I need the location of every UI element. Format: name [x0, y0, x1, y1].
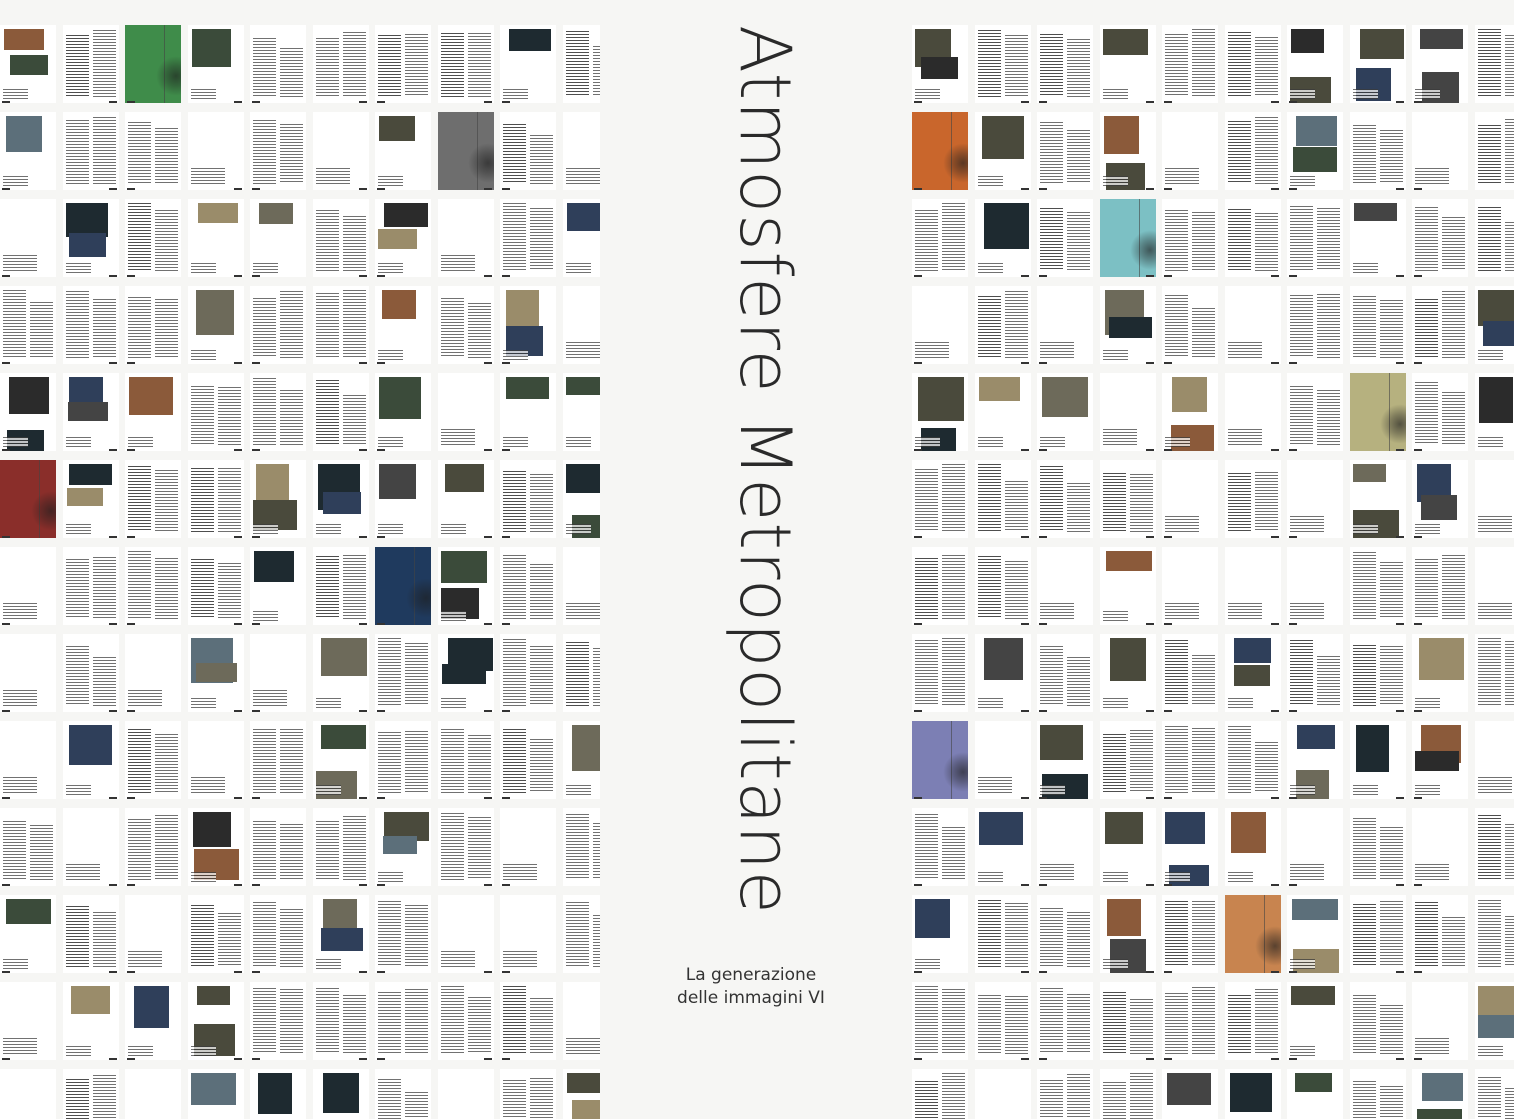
spread-page-thumbnail: [0, 112, 56, 190]
spread-page-thumbnail: [1225, 373, 1281, 451]
spread-page-thumbnail: [975, 808, 1031, 886]
spread-page-thumbnail: [1287, 199, 1343, 277]
spread-page-thumbnail: [500, 112, 556, 190]
spread-page-thumbnail: [63, 721, 119, 799]
spread-page-thumbnail: [500, 460, 556, 538]
spread-page-thumbnail: [1100, 982, 1156, 1060]
spread-page-thumbnail: [1475, 982, 1514, 1060]
spread-page-thumbnail: [563, 982, 601, 1060]
spread-page-thumbnail: [250, 982, 306, 1060]
spread-page-thumbnail: [912, 808, 968, 886]
spread-page-thumbnail: [1412, 1069, 1468, 1119]
spread-page-thumbnail: [1037, 982, 1093, 1060]
spread-page-thumbnail: [1412, 634, 1468, 712]
spread-page-thumbnail: [1100, 373, 1156, 451]
spread-page-thumbnail: [1287, 460, 1343, 538]
spread-page-thumbnail: [125, 721, 181, 799]
spread-page-thumbnail: [500, 721, 556, 799]
spread-page-thumbnail: [975, 373, 1031, 451]
spread-page-thumbnail: [563, 547, 601, 625]
spread-page-thumbnail: [563, 634, 601, 712]
spread-page-thumbnail: [1225, 460, 1281, 538]
spread-page-thumbnail: [1225, 547, 1281, 625]
spread-page-thumbnail: [1100, 25, 1156, 103]
spread-page-thumbnail: [1037, 895, 1093, 973]
spread-page-thumbnail: [0, 286, 56, 364]
spread-page-thumbnail: [1162, 547, 1218, 625]
spread-page-thumbnail: [438, 199, 494, 277]
spread-page-thumbnail: [1287, 1069, 1343, 1119]
spread-page-thumbnail: [250, 895, 306, 973]
spread-page-thumbnail: [250, 547, 306, 625]
spread-page-thumbnail: [1162, 895, 1218, 973]
spread-page-thumbnail: [912, 982, 968, 1060]
spread-page-thumbnail: [1475, 373, 1514, 451]
spread-page-thumbnail: [250, 25, 306, 103]
spread-page-thumbnail: [500, 547, 556, 625]
subtitle-line-1: La generazione: [685, 965, 817, 985]
spread-page-thumbnail: [313, 373, 369, 451]
spread-page-thumbnail: [375, 112, 431, 190]
spread-page-thumbnail: [563, 460, 601, 538]
spread-page-thumbnail: [563, 112, 601, 190]
spread-page-thumbnail: [188, 895, 244, 973]
spread-page-thumbnail: [1350, 721, 1406, 799]
spread-page-thumbnail: [375, 982, 431, 1060]
spread-page-thumbnail: [1162, 373, 1218, 451]
spread-page-thumbnail: [188, 286, 244, 364]
spread-page-thumbnail: [1162, 112, 1218, 190]
spread-page-thumbnail: [1350, 460, 1406, 538]
spread-page-thumbnail: [1162, 721, 1218, 799]
spread-page-thumbnail: [438, 112, 494, 190]
spread-page-thumbnail: [1412, 199, 1468, 277]
spread-page-thumbnail: [1162, 199, 1218, 277]
spread-page-thumbnail: [1350, 286, 1406, 364]
spread-page-thumbnail: [188, 982, 244, 1060]
spread-page-thumbnail: [1225, 286, 1281, 364]
spread-page-thumbnail: [1475, 199, 1514, 277]
spread-page-thumbnail: [500, 982, 556, 1060]
spread-page-thumbnail: [63, 199, 119, 277]
spread-page-thumbnail: [1350, 547, 1406, 625]
spread-page-thumbnail: [500, 808, 556, 886]
spread-page-thumbnail: [1350, 373, 1406, 451]
spread-page-thumbnail: [313, 634, 369, 712]
spread-page-thumbnail: [912, 634, 968, 712]
spread-page-thumbnail: [1350, 982, 1406, 1060]
spread-page-thumbnail: [1037, 808, 1093, 886]
spread-page-thumbnail: [563, 199, 601, 277]
spread-page-thumbnail: [375, 286, 431, 364]
spread-page-thumbnail: [63, 112, 119, 190]
spread-page-thumbnail: [1287, 895, 1343, 973]
spread-page-thumbnail: [0, 634, 56, 712]
spread-page-thumbnail: [1100, 634, 1156, 712]
spread-page-thumbnail: [313, 286, 369, 364]
spread-page-thumbnail: [1037, 373, 1093, 451]
cover-subtitle: [660, 964, 842, 1010]
spread-page-thumbnail: [1475, 460, 1514, 538]
spread-page-thumbnail: [0, 982, 56, 1060]
spread-page-thumbnail: [1412, 286, 1468, 364]
spread-page-thumbnail: [375, 634, 431, 712]
spread-page-thumbnail: [1100, 112, 1156, 190]
spread-page-thumbnail: [912, 199, 968, 277]
spread-page-thumbnail: [1162, 982, 1218, 1060]
spread-page-thumbnail: [1287, 547, 1343, 625]
spread-page-thumbnail: [125, 547, 181, 625]
spread-page-thumbnail: [912, 25, 968, 103]
spread-page-thumbnail: [1475, 895, 1514, 973]
spread-page-thumbnail: [500, 25, 556, 103]
spread-page-thumbnail: [975, 895, 1031, 973]
spread-page-thumbnail: [250, 460, 306, 538]
spread-page-thumbnail: [1162, 460, 1218, 538]
spread-page-thumbnail: [125, 1069, 181, 1119]
spread-page-thumbnail: [1287, 112, 1343, 190]
spread-page-thumbnail: [63, 460, 119, 538]
spread-page-thumbnail: [63, 895, 119, 973]
spread-page-thumbnail: [0, 808, 56, 886]
spread-page-thumbnail: [1350, 25, 1406, 103]
spread-page-thumbnail: [375, 721, 431, 799]
spread-page-thumbnail: [250, 373, 306, 451]
spread-page-thumbnail: [188, 721, 244, 799]
spread-page-thumbnail: [63, 808, 119, 886]
spread-page-thumbnail: [438, 460, 494, 538]
spread-page-thumbnail: [250, 112, 306, 190]
spread-page-thumbnail: [313, 199, 369, 277]
spread-page-thumbnail: [500, 634, 556, 712]
spread-page-thumbnail: [250, 634, 306, 712]
spread-page-thumbnail: [125, 199, 181, 277]
spread-page-thumbnail: [1287, 25, 1343, 103]
spread-page-thumbnail: [1162, 1069, 1218, 1119]
spread-page-thumbnail: [438, 982, 494, 1060]
spread-page-thumbnail: [1350, 634, 1406, 712]
spread-page-thumbnail: [1225, 25, 1281, 103]
spread-page-thumbnail: [1100, 721, 1156, 799]
spread-page-thumbnail: [975, 721, 1031, 799]
spread-page-thumbnail: [250, 721, 306, 799]
spread-page-thumbnail: [1287, 808, 1343, 886]
spread-page-thumbnail: [63, 286, 119, 364]
spread-page-thumbnail: [1287, 373, 1343, 451]
spread-page-thumbnail: [313, 721, 369, 799]
spread-page-thumbnail: [250, 1069, 306, 1119]
spread-page-thumbnail: [438, 25, 494, 103]
cover-title: Atmosfere Metropolitane: [724, 25, 806, 915]
spread-page-thumbnail: [0, 895, 56, 973]
right-spread-thumbnail-grid: [912, 25, 1514, 1119]
spread-page-thumbnail: [1475, 721, 1514, 799]
spread-page-thumbnail: [975, 199, 1031, 277]
spread-page-thumbnail: [975, 1069, 1031, 1119]
spread-page-thumbnail: [912, 1069, 968, 1119]
spread-page-thumbnail: [500, 1069, 556, 1119]
spread-page-thumbnail: [1225, 982, 1281, 1060]
spread-page-thumbnail: [1350, 895, 1406, 973]
spread-page-thumbnail: [1350, 808, 1406, 886]
spread-page-thumbnail: [125, 982, 181, 1060]
spread-page-thumbnail: [500, 286, 556, 364]
spread-page-thumbnail: [975, 25, 1031, 103]
spread-page-thumbnail: [1037, 199, 1093, 277]
spread-page-thumbnail: [1412, 25, 1468, 103]
spread-page-thumbnail: [1100, 286, 1156, 364]
spread-page-thumbnail: [1350, 1069, 1406, 1119]
spread-page-thumbnail: [500, 895, 556, 973]
spread-page-thumbnail: [1225, 112, 1281, 190]
spread-page-thumbnail: [500, 199, 556, 277]
spread-page-thumbnail: [1162, 634, 1218, 712]
spread-page-thumbnail: [1475, 634, 1514, 712]
spread-page-thumbnail: [1475, 1069, 1514, 1119]
spread-page-thumbnail: [1412, 895, 1468, 973]
spread-page-thumbnail: [975, 460, 1031, 538]
spread-page-thumbnail: [313, 1069, 369, 1119]
spread-page-thumbnail: [1475, 112, 1514, 190]
spread-page-thumbnail: [912, 721, 968, 799]
spread-page-thumbnail: [1037, 25, 1093, 103]
spread-page-thumbnail: [1475, 808, 1514, 886]
spread-page-thumbnail: [0, 721, 56, 799]
spread-page-thumbnail: [125, 808, 181, 886]
spread-page-thumbnail: [1225, 721, 1281, 799]
spread-page-thumbnail: [63, 982, 119, 1060]
spread-page-thumbnail: [188, 460, 244, 538]
spread-page-thumbnail: [1287, 982, 1343, 1060]
spread-page-thumbnail: [912, 112, 968, 190]
spread-page-thumbnail: [0, 199, 56, 277]
spread-page-thumbnail: [912, 895, 968, 973]
spread-page-thumbnail: [1037, 112, 1093, 190]
spread-page-thumbnail: [188, 112, 244, 190]
spread-page-thumbnail: [563, 808, 601, 886]
spread-page-thumbnail: [0, 1069, 56, 1119]
spread-page-thumbnail: [375, 460, 431, 538]
spread-page-thumbnail: [63, 547, 119, 625]
spread-page-thumbnail: [1287, 286, 1343, 364]
spread-page-thumbnail: [1225, 1069, 1281, 1119]
spread-page-thumbnail: [188, 373, 244, 451]
spread-page-thumbnail: [1037, 547, 1093, 625]
spread-page-thumbnail: [63, 634, 119, 712]
spread-page-thumbnail: [1225, 199, 1281, 277]
spread-page-thumbnail: [125, 373, 181, 451]
spread-page-thumbnail: [188, 547, 244, 625]
spread-page-thumbnail: [375, 199, 431, 277]
spread-page-thumbnail: [313, 982, 369, 1060]
spread-page-thumbnail: [1037, 721, 1093, 799]
spread-page-thumbnail: [1100, 895, 1156, 973]
spread-page-thumbnail: [975, 634, 1031, 712]
spread-page-thumbnail: [1100, 460, 1156, 538]
spread-page-thumbnail: [438, 721, 494, 799]
left-spread-thumbnail-grid: [0, 25, 600, 1119]
spread-page-thumbnail: [1412, 373, 1468, 451]
spread-page-thumbnail: [438, 634, 494, 712]
spread-page-thumbnail: [125, 25, 181, 103]
spread-page-thumbnail: [125, 112, 181, 190]
spread-page-thumbnail: [313, 808, 369, 886]
spread-page-thumbnail: [250, 808, 306, 886]
spread-page-thumbnail: [63, 25, 119, 103]
spread-page-thumbnail: [1350, 112, 1406, 190]
spread-page-thumbnail: [1225, 808, 1281, 886]
spread-page-thumbnail: [125, 460, 181, 538]
spread-page-thumbnail: [1225, 895, 1281, 973]
spread-page-thumbnail: [912, 373, 968, 451]
spread-page-thumbnail: [438, 895, 494, 973]
spread-page-thumbnail: [63, 1069, 119, 1119]
spread-page-thumbnail: [912, 547, 968, 625]
spread-page-thumbnail: [1412, 721, 1468, 799]
subtitle-line-2: delle immagini VI: [677, 988, 825, 1008]
spread-page-thumbnail: [563, 25, 601, 103]
spread-page-thumbnail: [1037, 460, 1093, 538]
spread-page-thumbnail: [1100, 547, 1156, 625]
spread-page-thumbnail: [313, 547, 369, 625]
spread-page-thumbnail: [1037, 634, 1093, 712]
spread-page-thumbnail: [438, 373, 494, 451]
spread-page-thumbnail: [313, 895, 369, 973]
spread-page-thumbnail: [0, 460, 56, 538]
spread-page-thumbnail: [563, 1069, 601, 1119]
spread-page-thumbnail: [125, 286, 181, 364]
spread-page-thumbnail: [1162, 808, 1218, 886]
spread-page-thumbnail: [0, 547, 56, 625]
spread-page-thumbnail: [912, 460, 968, 538]
spread-page-thumbnail: [250, 199, 306, 277]
spread-page-thumbnail: [1412, 808, 1468, 886]
spread-page-thumbnail: [1287, 634, 1343, 712]
spread-page-thumbnail: [375, 1069, 431, 1119]
spread-page-thumbnail: [63, 373, 119, 451]
spread-page-thumbnail: [1412, 547, 1468, 625]
spread-page-thumbnail: [1412, 112, 1468, 190]
spread-page-thumbnail: [1287, 721, 1343, 799]
spread-page-thumbnail: [563, 721, 601, 799]
spread-page-thumbnail: [188, 25, 244, 103]
spread-page-thumbnail: [375, 25, 431, 103]
spread-page-thumbnail: [313, 112, 369, 190]
spread-page-thumbnail: [250, 286, 306, 364]
spread-page-thumbnail: [1475, 286, 1514, 364]
spread-page-thumbnail: [438, 286, 494, 364]
spread-page-thumbnail: [125, 895, 181, 973]
spread-page-thumbnail: [1350, 199, 1406, 277]
spread-page-thumbnail: [125, 634, 181, 712]
spread-page-thumbnail: [1100, 199, 1156, 277]
spread-page-thumbnail: [313, 460, 369, 538]
spread-page-thumbnail: [375, 895, 431, 973]
spread-page-thumbnail: [912, 286, 968, 364]
spread-page-thumbnail: [1037, 1069, 1093, 1119]
spread-page-thumbnail: [1162, 25, 1218, 103]
spread-page-thumbnail: [375, 808, 431, 886]
spread-page-thumbnail: [438, 808, 494, 886]
spread-page-thumbnail: [1100, 808, 1156, 886]
spread-page-thumbnail: [975, 286, 1031, 364]
spread-page-thumbnail: [188, 808, 244, 886]
spread-page-thumbnail: [188, 634, 244, 712]
spread-page-thumbnail: [1162, 286, 1218, 364]
spread-page-thumbnail: [313, 25, 369, 103]
spread-page-thumbnail: [500, 373, 556, 451]
spread-page-thumbnail: [0, 25, 56, 103]
spread-page-thumbnail: [563, 373, 601, 451]
spread-page-thumbnail: [975, 982, 1031, 1060]
spread-page-thumbnail: [1100, 1069, 1156, 1119]
spread-page-thumbnail: [438, 1069, 494, 1119]
spread-page-thumbnail: [563, 286, 601, 364]
spread-page-thumbnail: [1412, 982, 1468, 1060]
spread-page-thumbnail: [375, 373, 431, 451]
spread-page-thumbnail: [975, 112, 1031, 190]
spread-page-thumbnail: [1475, 25, 1514, 103]
spread-page-thumbnail: [438, 547, 494, 625]
spread-page-thumbnail: [1225, 634, 1281, 712]
spread-page-thumbnail: [375, 547, 431, 625]
spread-page-thumbnail: [0, 373, 56, 451]
spread-page-thumbnail: [563, 895, 601, 973]
spread-page-thumbnail: [1037, 286, 1093, 364]
spread-page-thumbnail: [975, 547, 1031, 625]
spread-page-thumbnail: [188, 199, 244, 277]
spread-page-thumbnail: [1412, 460, 1468, 538]
spread-page-thumbnail: [188, 1069, 244, 1119]
spread-page-thumbnail: [1475, 547, 1514, 625]
